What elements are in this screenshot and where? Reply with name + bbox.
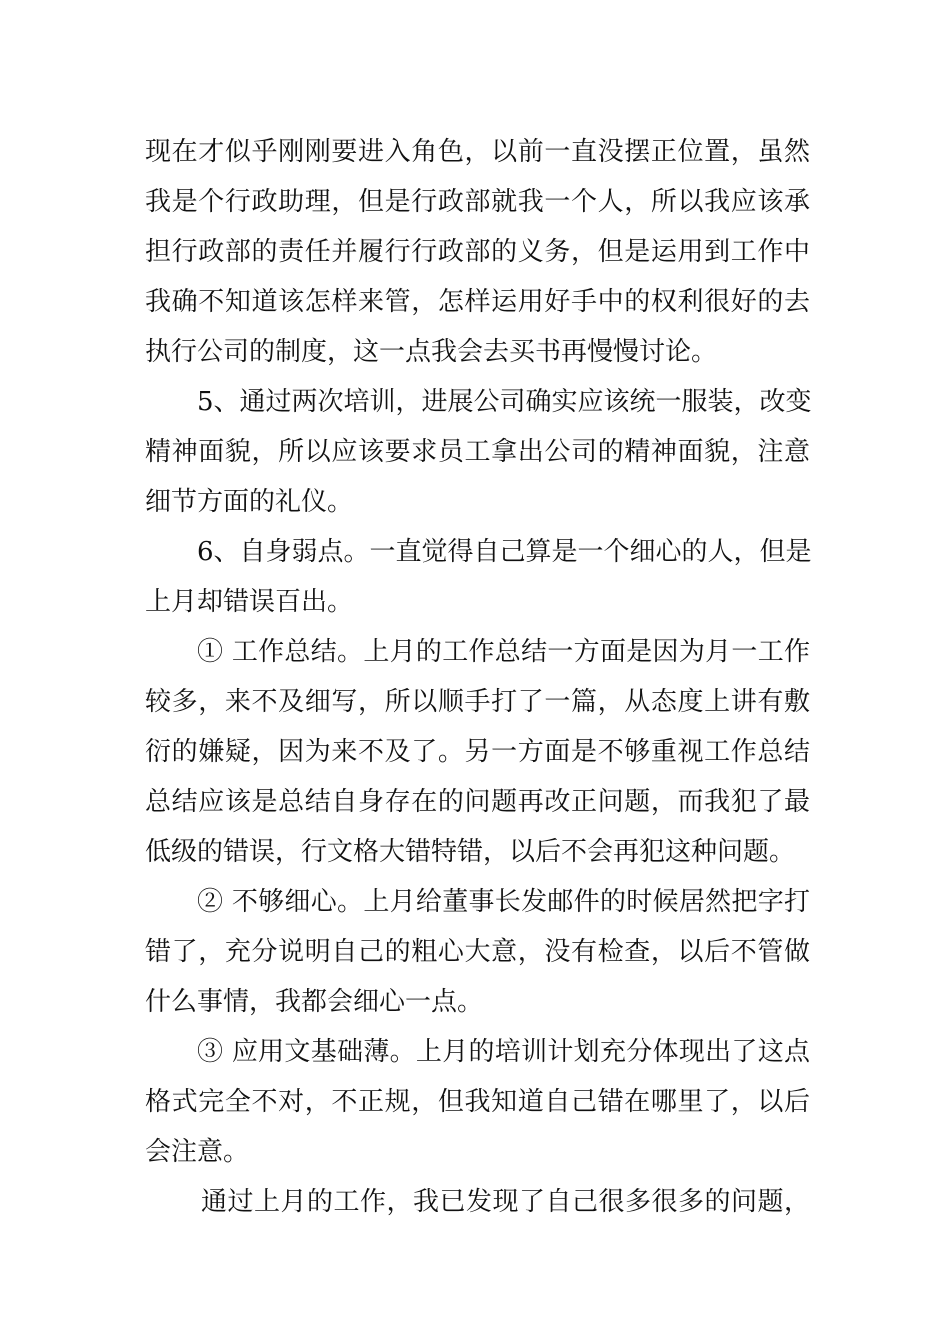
text-line: 错了，充分说明自己的粗心大意，没有检查，以后不管做 [145, 937, 810, 967]
text-line: 6、自身弱点。一直觉得自己算是一个细心的人，但是 [197, 537, 812, 567]
text-line: 执行公司的制度，这一点我会去买书再慢慢讨论。 [145, 337, 718, 367]
document-body [145, 127, 810, 1227]
text-line: 总结应该是总结自身存在的问题再改正问题，而我犯了最 [145, 787, 810, 817]
text-line: 我确不知道该怎样来管，怎样运用好手中的权利很好的去 [145, 287, 810, 317]
text-line: 上月却错误百出。 [145, 587, 354, 617]
text-line: 低级的错误，行文格大错特错，以后不会再犯这种问题。 [145, 837, 796, 867]
text-line: 衍的嫌疑，因为来不及了。另一方面是不够重视工作总结 [145, 737, 810, 767]
text-line: 细节方面的礼仪。 [145, 487, 354, 517]
text-line: ③ 应用文基础薄。上月的培训计划充分体现出了这点 [197, 1037, 810, 1067]
text-line: 精神面貌，所以应该要求员工拿出公司的精神面貌，注意 [145, 437, 810, 467]
text-line: ① 工作总结。上月的工作总结一方面是因为月一工作 [197, 637, 810, 667]
text-line: 5、通过两次培训，进展公司确实应该统一服装，改变 [197, 387, 812, 417]
text-line: 什么事情，我都会细心一点。 [145, 987, 484, 1017]
text-line: 担行政部的责任并履行行政部的义务，但是运用到工作中 [145, 237, 810, 267]
text-line: ② 不够细心。上月给董事长发邮件的时候居然把字打 [197, 887, 810, 917]
text-line: 现在才似乎刚刚要进入角色，以前一直没摆正位置，虽然 [145, 137, 810, 167]
text-line: 格式完全不对，不正规，但我知道自己错在哪里了，以后 [145, 1087, 810, 1117]
text-line: 通过上月的工作，我已发现了自己很多很多的问题， [201, 1187, 810, 1217]
text-line: 较多，来不及细写，所以顺手打了一篇，从态度上讲有敷 [145, 687, 810, 717]
text-line: 我是个行政助理，但是行政部就我一个人，所以我应该承 [145, 187, 810, 217]
text-line: 会注意。 [145, 1137, 250, 1167]
